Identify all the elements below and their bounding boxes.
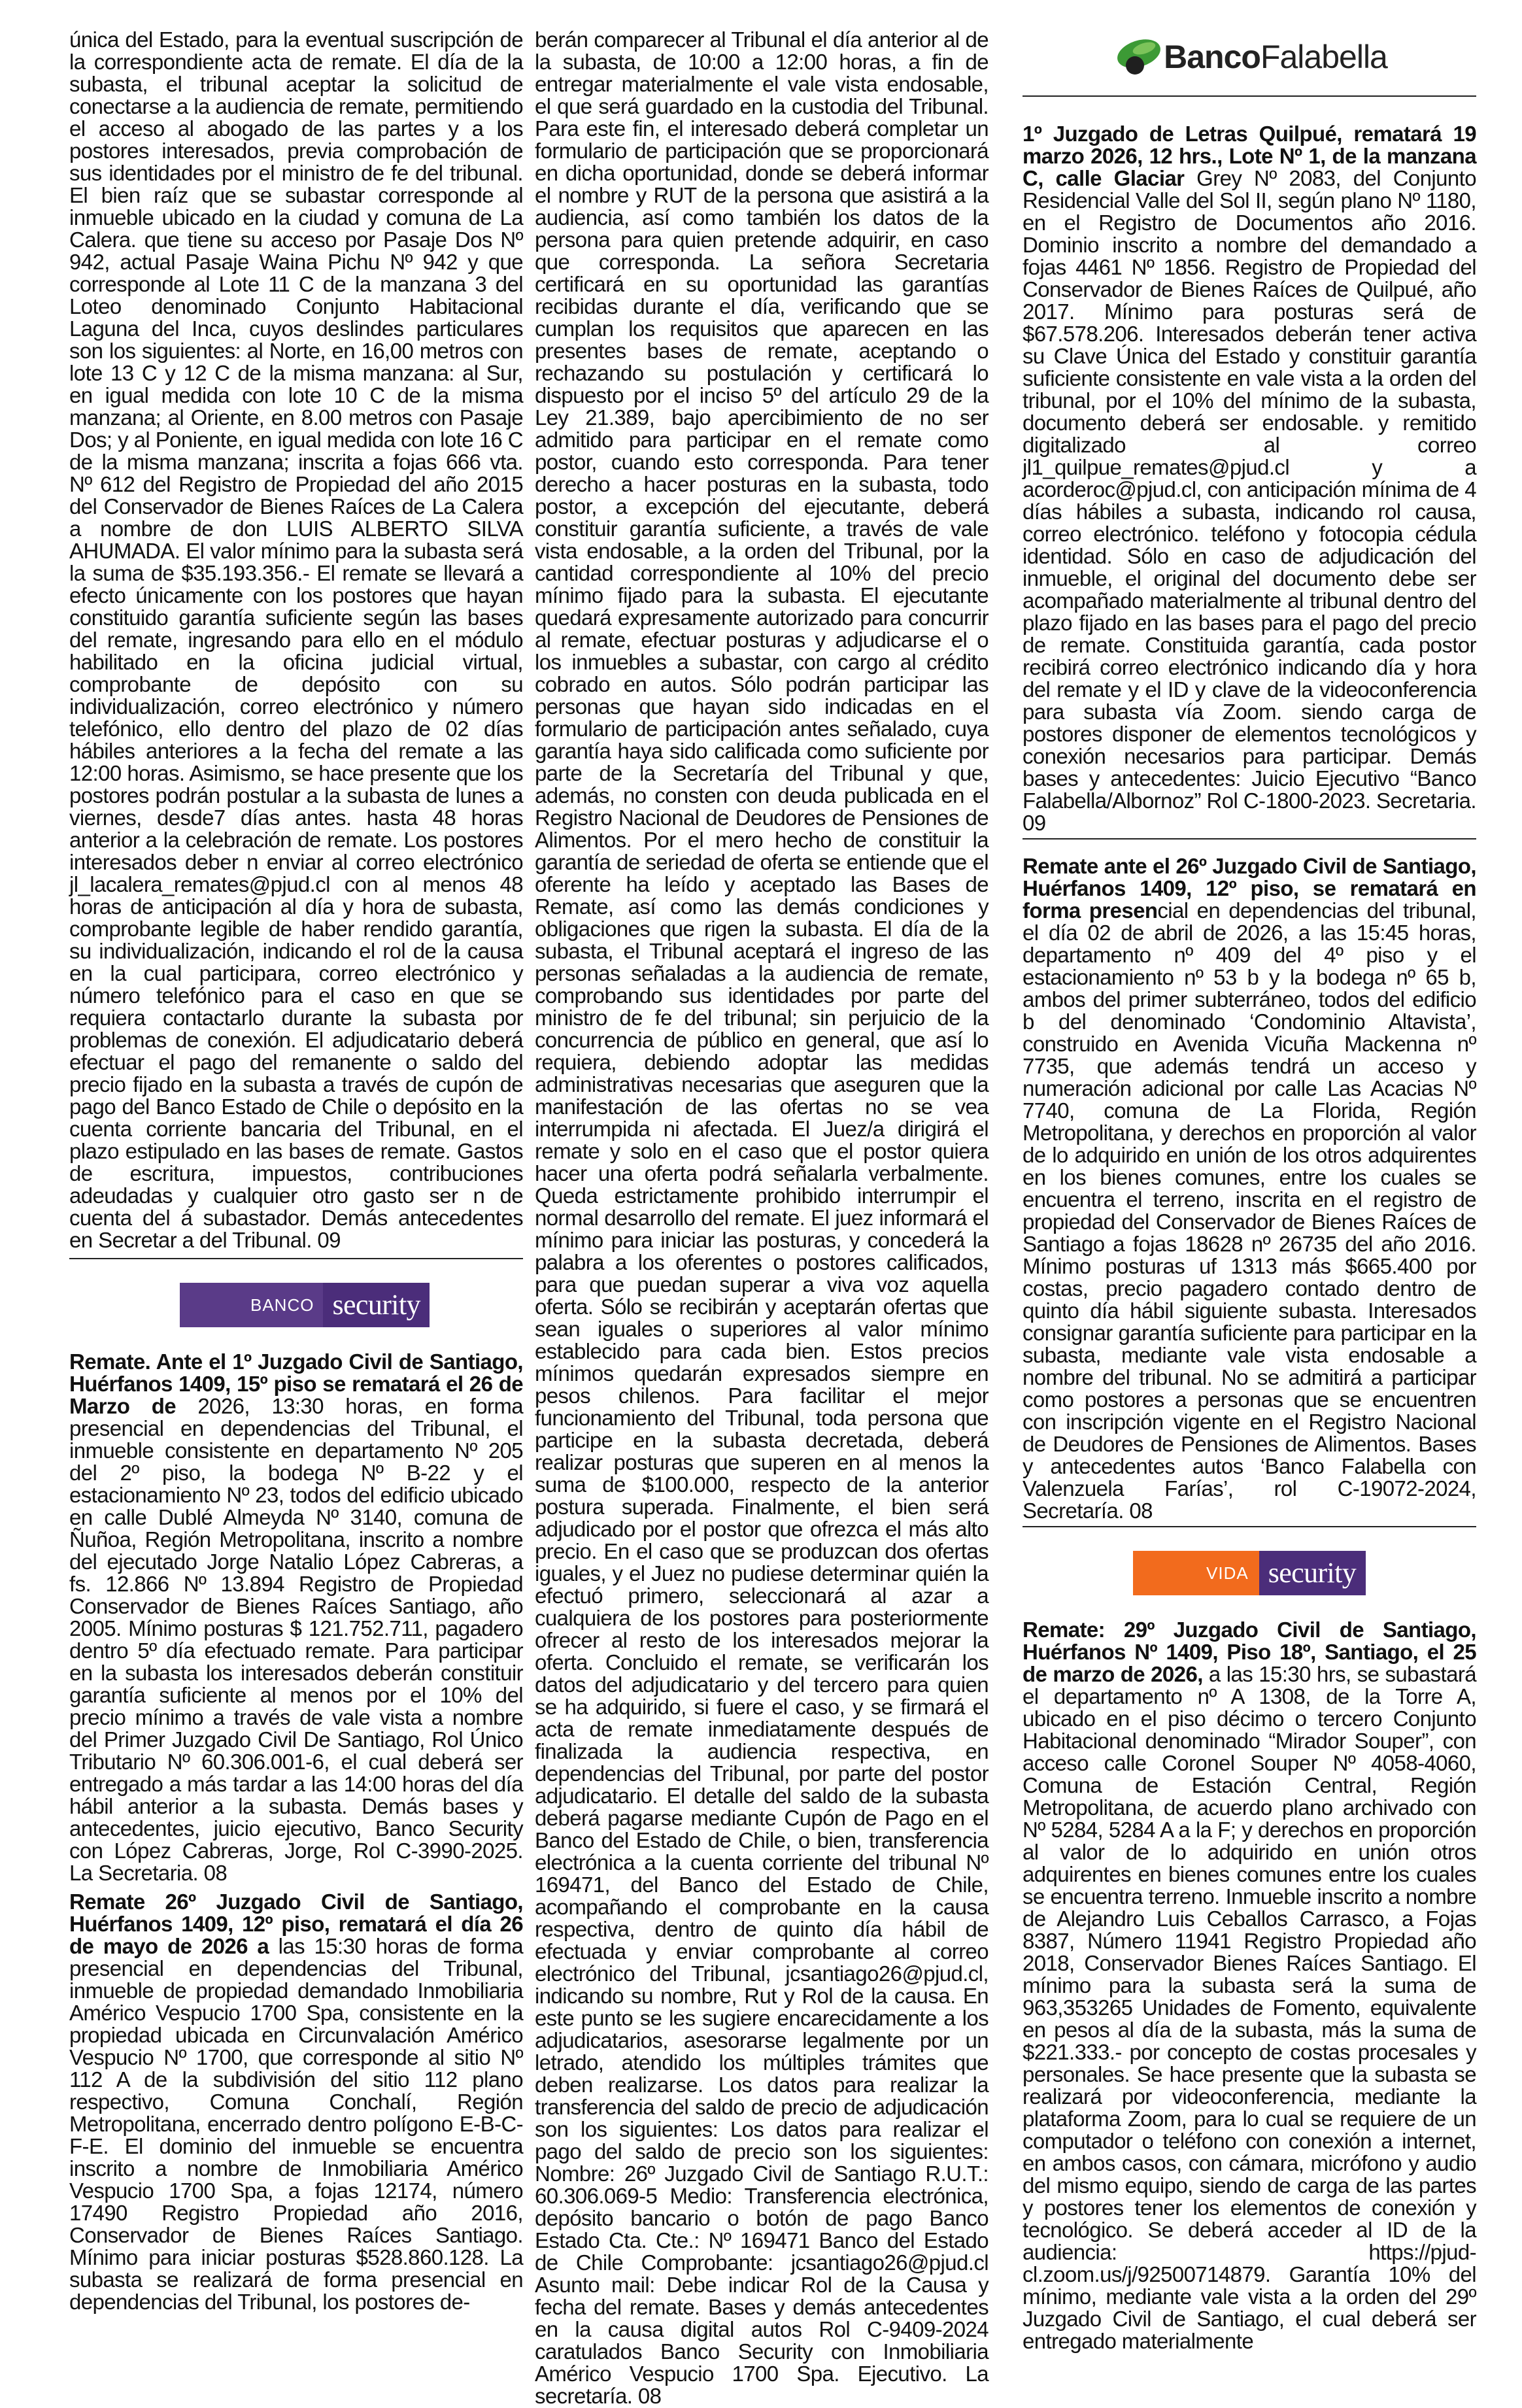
notice-quilpue — [1023, 123, 1476, 834]
falabella-leaf-icon — [1111, 34, 1164, 80]
logo-prefix: VIDA — [1133, 1551, 1259, 1595]
notice-heading: 1º Juzgado de Letras Quilpué, rematará 19 marzo 2026, 12 hrs., Lote Nº 1, de la manzana C, calle Glaciar — [1023, 122, 1476, 190]
logo-text: BancoFalabella — [1164, 39, 1387, 75]
vida-security-logo — [1023, 1527, 1476, 1619]
divider — [1023, 838, 1476, 839]
logo-prefix: BANCO — [180, 1283, 323, 1327]
banco-falabella-logo — [1023, 34, 1476, 95]
notice-continuation: berán comparecer al Tribunal el día anterior al de la subasta, de 10:00 a 12:00 horas, a fin de entregar materialmente el vale vista endosable, el que será guardado en la custodia del Tribunal. Para este fin, el interesado deberá completar un formulario de participación que se proporcionará en dicha oportunidad, donde se deberá informar el nombre y RUT de la persona que asistirá a la audiencia, así como también los datos de la persona para quien pretende adquirir, en caso que corresponda. La señora Secretaria certificará en su oportunidad las garantías recibidas durante el día, verificando que se cumplan los requisitos que aparecen en las presentes bases de remate, aceptando o rechazando su postulación y certificará lo dispuesto por el inciso 5º del artículo 29 de la Ley 21.389, bajo apercibimiento de no ser admitido para participar en el remate como postor, cuando esto corresponda. Para tener derecho a hacer posturas en la subasta, todo postor, a excepción del ejecutante, deberá constituir garantía suficiente, a través de vale vista endosable, a la orden del Tribunal, por la cantidad correspondiente al 10% del precio mínimo fijado para la subasta. El ejecutante quedará expresamente autorizado para concurrir al remate, efectuar posturas y adjudicarse el o los inmuebles a subastar, con cargo al crédito cobrado en autos. Sólo podrán participar las personas que hayan sido indicadas en el formulario de participación antes señalado, cuya garantía haya sido calificada como suficiente por parte de la Secretaría del Tribunal y que, además, no consten con deuda publicada en el Registro Nacional de Deudores de Pensiones de Alimentos. Por el mero hecho de constituir la garantía de seriedad de oferta se entiende que el oferente ha leído y aceptado las Bases de Remate, así como las demás condiciones y obligaciones que rigen la subasta. El día de la subasta, el Tribunal aceptará el ingreso de las personas señaladas a la audiencia de remate, comprobando sus identidades por parte del ministro de fe del tribunal; sin perjuicio de la concurrencia de público en general, que así lo requiera, debiendo adoptar las medidas administrativas necesarias que aseguren que la manifestación de las ofertas no se vea interrumpida ni afectada. El Juez/a dirigirá el remate y solo en el caso que el postor quiera hacer una oferta podrá señalarla verbalmente. Queda estrictamente prohibido interrumpir el normal desarrollo del remate. El juez informará el mínimo para iniciar las posturas, y concederá la palabra a los oferentes o postores calificados, para que puedan superar a viva voz aquella oferta. Sólo se recibirán y aceptarán ofertas que sean iguales o superiores al valor mínimo establecido para cada bien. Estos precios mínimos quedarán expresados siempre en pesos chilenos. Para facilitar el mejor funcionamiento del Tribunal, toda persona que participe en la subasta decretada, deberá realizar posturas que superen en al menos la suma de $100.000, respecto de la anterior postura superada. Finalmente, el bien será adjudicado por el postor que ofrezca el más alto precio. En el caso que se produzcan dos ofertas iguales, y el Juez no pudiese determinar quién la efectuó primero, seleccionará al azar a cualquiera de los postores para posteriormente ofrecer al resto de los interesados mejorar la oferta. Concluido el remate, se verificarán los datos del adjudicatario y del tercero para quien se ha adquirido, si fuere el caso, y se firmará el acta de remate inmediatamente después de finalizada la audiencia respectiva, en dependencias del Tribunal, por parte del postor adjudicatario. El detalle del saldo de la subasta deberá pagarse mediante Cupón de Pago en el Banco del Estado de Chile, o bien, transferencia electrónica a la cuenta corriente del tribunal Nº 169471, del Banco del Estado de Chile, acompañando el comprobante en la causa respectiva, dentro de quinto día hábil de efectuada y enviar comprobante al correo electrónico del Tribunal, jcsantiago26@pjud.cl, indicando su nombre, Rut y Rol de la causa. En este punto se les sugiere encarecidamente a los adjudicatarios, asesorarse legalmente por un letrado, atendido los múltiples trámites que deben realizarse. Los datos para realizar la transferencia del saldo de precio de adjudicación son los siguientes: Los datos para realizar el pago del saldo de precio son los siguientes: Nombre: 26º Juzgado Civil de Santiago R.U.T.: 60.306.069-5 Medio: Transferencia electrónica, depósito bancario o botón de pago Banco Estado Cta. Cte.: Nº 169471 Banco del Estado de Chile Comprobante: jcsantiago26@pjud.cl Asunto mail: Debe indicar Rol de la Causa y fecha del remate. Bases y demás antecedentes en la causa digital autos Rol C-9409-2024 caratulados Banco Security con Inmobiliaria Américo Vespucio 1700 Spa. Ejecutivo. La secretaría. 08 — [535, 27, 989, 2408]
notice-body: las 15:30 horas de forma presencial en dependencias del Tribunal, inmueble de propiedad demandado Inmobiliaria Américo Vespucio 1700 Spa, consistente en la propiedad ubicada en Circunvalación Américo Vespucio Nº 1700, que corresponde al sitio Nº 112 A de la subdivisión del sitio 112 plano respectivo, Comuna Conchalí, Región Metropolitana, encerrado dentro polígono E-B-C-F-E. El dominio del inmueble se encuentra inscrito a nombre de Inmobiliaria Américo Vespucio 1700 Spa, a fojas 12174, número 17490 Registro Propiedad año 2016, Conservador de Bienes Raíces Santiago. Mínimo para iniciar posturas $528.860.128. La subasta se realizará de forma presencial en dependencias del Tribunal, los postores de- — [69, 1934, 524, 2314]
notice-la-calera: única del Estado, para la eventual suscripción de la correspondiente acta de remate. El día de la subasta, el tribunal aceptar la solicitud de conectarse a la audiencia de remate, permitiendo el acceso al abogado de las partes y a los postores interesados, previa comprobación de sus identidades por el ministro de fe del tribunal. El bien raíz que se subastar corresponde al inmueble ubicado en la ciudad y comuna de La Calera. que tiene su acceso por Pasaje Dos Nº 942, actual Pasaje Waina Pichu Nº 942 y que corresponde al Lote 11 C de la manzana 3 del Loteo denominado Conjunto Habitacional Laguna del Inca, cuyos deslindes particulares son los siguientes: al Norte, en 16,00 metros con lote 13 C y 12 C de la misma manzana: al Sur, en igual medida con lote 10 C de la misma manzana; al Oriente, en 8.00 metros con Pasaje Dos; y al Poniente, en igual medida con lote 16 C de la misma manzana; inscrita a fojas 666 vta. Nº 612 del Registro de Propiedad del año 2015 del Conservador de Bienes Raíces de La Calera a nombre de don LUIS ALBERTO SILVA AHUMADA. El valor mínimo para la subasta será la suma de $35.193.356.- El remate se llevará a efecto únicamente con los postores que hayan constituido garantía suficiente según las bases del remate, ingresando para ello en el módulo habilitado en la oficina judicial virtual, comprobante de depósito con su individualización, correo electrónico y número telefónico, ello dentro del plazo de 02 días hábiles anteriores a la fecha del remate a las 12:00 horas. Asimismo, se hace presente que los postores podrán postular a la subasta de lunes a viernes, desde7 días antes. hasta 48 horas anterior a la celebración de remate. Los postores interesados deber n enviar al correo electrónico jl_lacalera_remates@pjud.cl con al menos 48 horas de anticipación al día y hora de subasta, comprobante legible de haber rendido garantía, su individualización, indicando el rol de la causa en la cual participara, correo electrónico y número telefónico para el caso en que se requiera contactarlo durante la subasta por problemas de conexión. El adjudicatario deberá efectuar el pago del remanente o saldo del precio fijado en la subasta a través de cupón de pago del Banco Estado de Chile o depósito en la cuenta corriente bancaria del Tribunal, en el plazo estipulado en las bases de remate. Gastos de escritura, impuestos, contribuciones adeudadas y cualquier otro gasto ser n de cuenta del á subastador. Demás antecedentes en Secretar a del Tribunal. 09 — [69, 27, 523, 1252]
notice-26-juzgado-santiago — [69, 1891, 523, 2313]
notice-body: 2026, 13:30 horas, en forma presencial en dependencias del Tribunal, el inmueble consistente en departamento Nº 205 del 2º piso, la bodega Nº B-22 y el estacionamiento Nº 23, todos del edificio ubicado en calle Dublé Almeyda Nº 3140, comuna de Ñuñoa, Región Metropolitana, inscrito a nombre del ejecutado Jorge Natalio López Cabreras, a fs. 12.866 Nº 13.894 Registro de Propiedad Conservador de Bienes Raíces Santiago, año 2005. Mínimo posturas $ 121.752.711, pagadero dentro 5º día efectuado remate. Para participar en la subasta los interesados deberán constituir garantía suficiente al menos por el 10% del precio mínimo a través de vale vista a nombre del Primer Juzgado Civil De Santiago, Rol Único Tributario Nº 60.306.001-6, el cual deberá ser entregado a más tardar a las 14:00 horas del día hábil anterior a la subasta. Demás bases y antecedentes, juicio ejecutivo, Banco Security con López Cabreras, Jorge, Rol C-3990-2025. La Secretaria. 08 — [69, 1394, 523, 1885]
banco-security-logo — [69, 1259, 523, 1351]
notice-heading: Remate 26º Juzgado Civil de Santiago, Huérfanos 1409, 12º piso, rematará el día 26 de mayo de 2026 a — [69, 1890, 523, 1958]
divider — [1023, 95, 1476, 97]
notice-1-juzgado-santiago — [69, 1351, 523, 1884]
logo-word: security — [323, 1283, 429, 1327]
column-left — [69, 27, 524, 2314]
notice-29-juzgado-santiago — [1023, 1619, 1476, 2352]
column-right — [1023, 34, 1476, 2353]
logo-word: security — [1259, 1551, 1366, 1595]
notice-body: cial en dependencias del tribunal, el día 02 de abril de 2026, a las 15:45 horas, departamento nº 409 del 4º piso y el estacionamiento nº 53 b y la bodega nº 65 b, ambos del primer subterráneo, todos del edificio b del denominado ‘Condominio Altavista’, construido en Avenida Vicuña Mackenna nº 7735, que además tendrá un acceso y numeración adicional por calle Las Acacias Nº 7740, comuna de La Florida, Región Metropolitana, y derechos en proporción al valor de lo adquirido en unión de los otros adquirentes en los bienes comunes, entre los cuales se encuentra el terreno, inscrita en el registro de propiedad del Conservador de Bienes Raíces de Santiago a fojas 18628 nº 26735 del año 2016. Mínimo posturas uf 1313 más $665.400 por costas, precio pagadero contado dentro de quinto día hábil siguiente subasta. Interesados consignar garantía suficiente para participar en la subasta, mediante vale vista endosable a nombre del tribunal. No se admitirá a participar como postores a personas que se encuentren con inscripción vigente en el Registro Nacional de Deudores de Pensiones de Alimentos. Bases y antecedentes autos ‘Banco Falabella con Valenzuela Farías’, rol C-19072-2024, Secretaría. 08 — [1023, 898, 1476, 1523]
column-middle — [535, 27, 989, 2408]
notice-body: a las 15:30 hrs, se subastará el departamento nº A 1308, de la Torre A, ubicado en el piso décimo o tercero Conjunto Habitacional denominado “Mirador Souper”, con acceso calle Coronel Souper Nº 4058-4060, Comuna de Estación Central, Región Metropolitana, de acuerdo plano archivado con Nº 5284, 5284 A a la F; y derechos en proporción al valor de lo adquirido en unión otros adquirentes en bienes comunes entre los cuales se encuentra terreno. Inmueble inscrito a nombre de Alejandro Luis Ceballos Carrasco, a Fojas 8387, Número 11941 Registro Propiedad año 2018, Conservador Bienes Raíces Santiago. El mínimo para la subasta será la suma de 963,353265 Unidades de Fomento, equivalente en pesos al día de la subasta, más la suma de $221.333.- por concepto de costas procesales y personales. Se hace presente que la subasta se realizará por videoconferencia, mediante la plataforma Zoom, para lo cual se requiere de un computador o teléfono con conexión a internet, en ambos casos, con cámara, micrófono y audio del mismo equipo, siendo de carga de las partes y postores tener los elementos de conexión y tecnológico. Se deberá acceder al ID de la audiencia: https://pjud-cl.zoom.us/j/92500714879. Garantía 10% del mínimo, mediante vale vista a la orden del 29º Juzgado Civil de Santiago, el cual deberá ser entregado materialmente — [1023, 1662, 1476, 2353]
notice-heading: Remate ante el 26º Juzgado Civil de Santiago, Huérfanos 1409, 12º piso, se rematará en forma presen — [1023, 854, 1476, 923]
notice-body: Grey Nº 2083, del Conjunto Residencial Valle del Sol II, según plano Nº 1180, en el Registro de Documentos año 2016. Dominio inscrito a nombre del demandado a fojas 4461 Nº 1856. Registro de Propiedad del Conservador de Bienes Raíces de Quilpué, año 2017. Mínimo para posturas será de $67.578.206. Interesados deberán tener activa su Clave Única del Estado y constituir garantía suficiente consistente en vale vista a la orden del tribunal, por el 10% del mínimo de la subasta, documento deberá ser endosable. y remitido digitalizado al correo jl1_quilpue_remates@pjud.cl y a acorderoc@pjud.cl, con anticipación mínima de 4 días hábiles a subasta, indicando rol causa, correo electrónico. teléfono y fotocopia cédula identidad. Sólo en caso de adjudicación del inmueble, el original del documento debe ser acompañado materialmente al tribunal dentro del plazo fijado en las bases para el pago del precio de remate. Constituida garantía, cada postor recibirá correo electrónico indicando día y hora del remate y el ID y clave de la videoconferencia para subasta vía Zoom. siendo carga de postores disponer de elementos tecnológicos y conexión necesarios para participar. Demás bases y antecedentes: Juicio Ejecutivo “Banco Falabella/Albornoz” Rol C-1800-2023. Secretaria. 09 — [1023, 166, 1476, 835]
notice-heading: Remate: 29º Juzgado Civil de Santiago, Huérfanos Nº 1409, Piso 18º, Santiago, el 25 de marzo de 2026, — [1023, 1618, 1476, 1686]
notice-26-juzgado-florida — [1023, 855, 1476, 1522]
notice-heading: Remate. Ante el 1º Juzgado Civil de Santiago, Huérfanos 1409, 15º piso se rematará el 26 de Marzo de — [69, 1349, 523, 1418]
